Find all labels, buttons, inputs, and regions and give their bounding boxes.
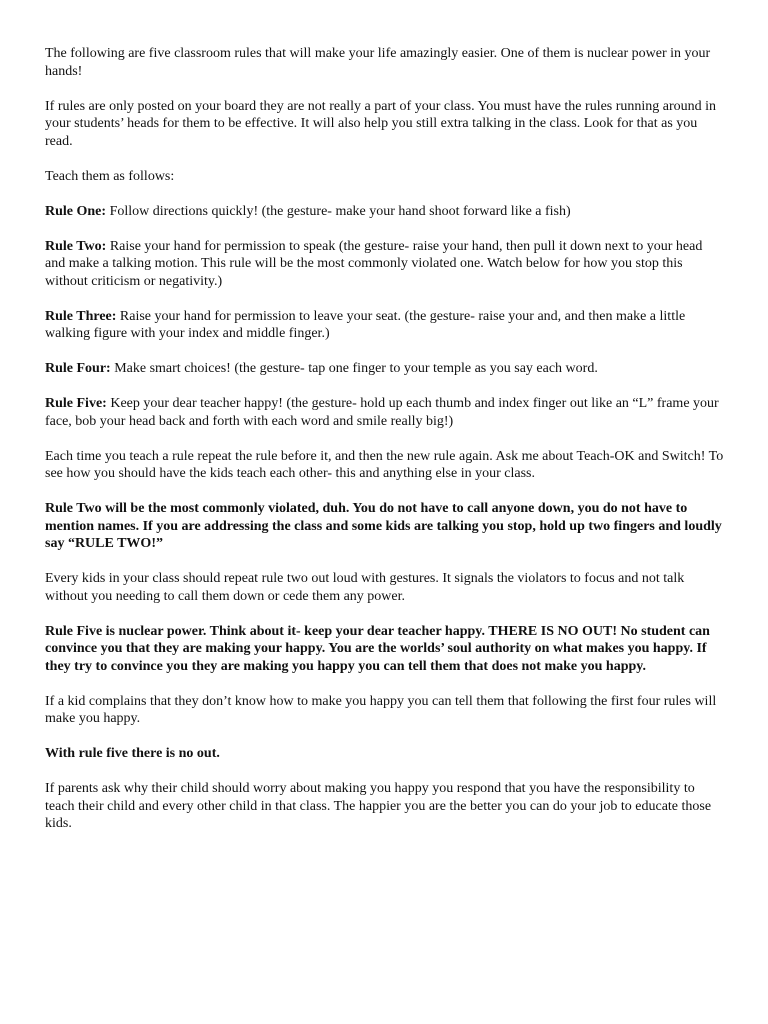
teach-intro-paragraph: Teach them as follows: [45,168,175,184]
rule-five-text: Keep your dear teacher happy! (the gesture- hold up each thumb and index finger out like an “L” frame your face, bob your head back and forth with each word and smile really big!) [45,396,719,429]
no-out-paragraph: With rule five there is no out. [45,746,220,761]
rule-one-text: Follow directions quickly! (the gesture- make your hand shoot forward like a fish) [106,203,571,219]
kid-complains-paragraph: If a kid complains that they don’t know how to make you happy you can tell them that following the first four rules will make you happy. [45,693,717,726]
rule-two-paragraph [45,238,725,291]
each-time-paragraph: Each time you teach a rule repeat the rule before it, and then the new rule again. Ask me about Teach-OK and Switch! To see how you should have the kids teach each other- this and anything else in your class. [45,448,724,481]
rule-five-paragraph [45,395,725,430]
document-page [45,45,725,850]
rule-five-nuclear-paragraph: Rule Five is nuclear power. Think about it- keep your dear teacher happy. THERE IS NO OUT! No student can convince you that they are making your happy. You are the worlds’ soul authority on what makes you happy. If they try to convince you they are making you happy you can tell them that does not make you happy. [45,623,710,674]
rule-three-label: Rule Three: [45,308,117,324]
parents-paragraph: If parents ask why their child should worry about making you happy you respond that you have the responsibility to teach their child and every other child in that class. The happier you are the better you can do your job to educate those kids. [45,781,712,831]
rule-four-paragraph [45,360,725,378]
rule-one-label: Rule One: [45,203,107,219]
rule-three-paragraph [45,308,725,343]
rule-four-text: Make smart choices! (the gesture- tap one finger to your temple as you say each word. [110,361,598,376]
rule-five-label: Rule Five: [45,396,107,411]
rule-two-label: Rule Two: [45,238,107,254]
rule-one-paragraph [45,203,725,221]
posted-rules-paragraph: If rules are only posted on your board they are not really a part of your class. You must have the rules running around in your students’ heads for them to be effective. It will also help you still extra talking in the class. Look for that as you read. [45,98,717,149]
rule-two-violation-paragraph: Rule Two will be the most commonly violated, duh. You do not have to call anyone down, you do not have to mention names. If you are addressing the class and some kids are talking you stop, hold up two fingers and loudly say “RULE TWO!” [45,501,722,551]
rule-three-text: Raise your hand for permission to leave your seat. (the gesture- raise your and, and then make a little walking figure with your index and middle finger.) [45,308,686,341]
rule-two-text: Raise your hand for permission to speak (the gesture- raise your hand, then pull it down next to your head and make a talking motion. This rule will be the most commonly violated one. Watch below for how you stop this without criticism or negativity.) [45,238,703,289]
every-kid-paragraph: Every kids in your class should repeat rule two out loud with gestures. It signals the violators to focus and not talk without you needing to call them down or cede them any power. [45,571,685,604]
intro-paragraph: The following are five classroom rules that will make your life amazingly easier. One of them is nuclear power in your hands! [45,46,711,79]
rule-four-label: Rule Four: [45,361,111,376]
